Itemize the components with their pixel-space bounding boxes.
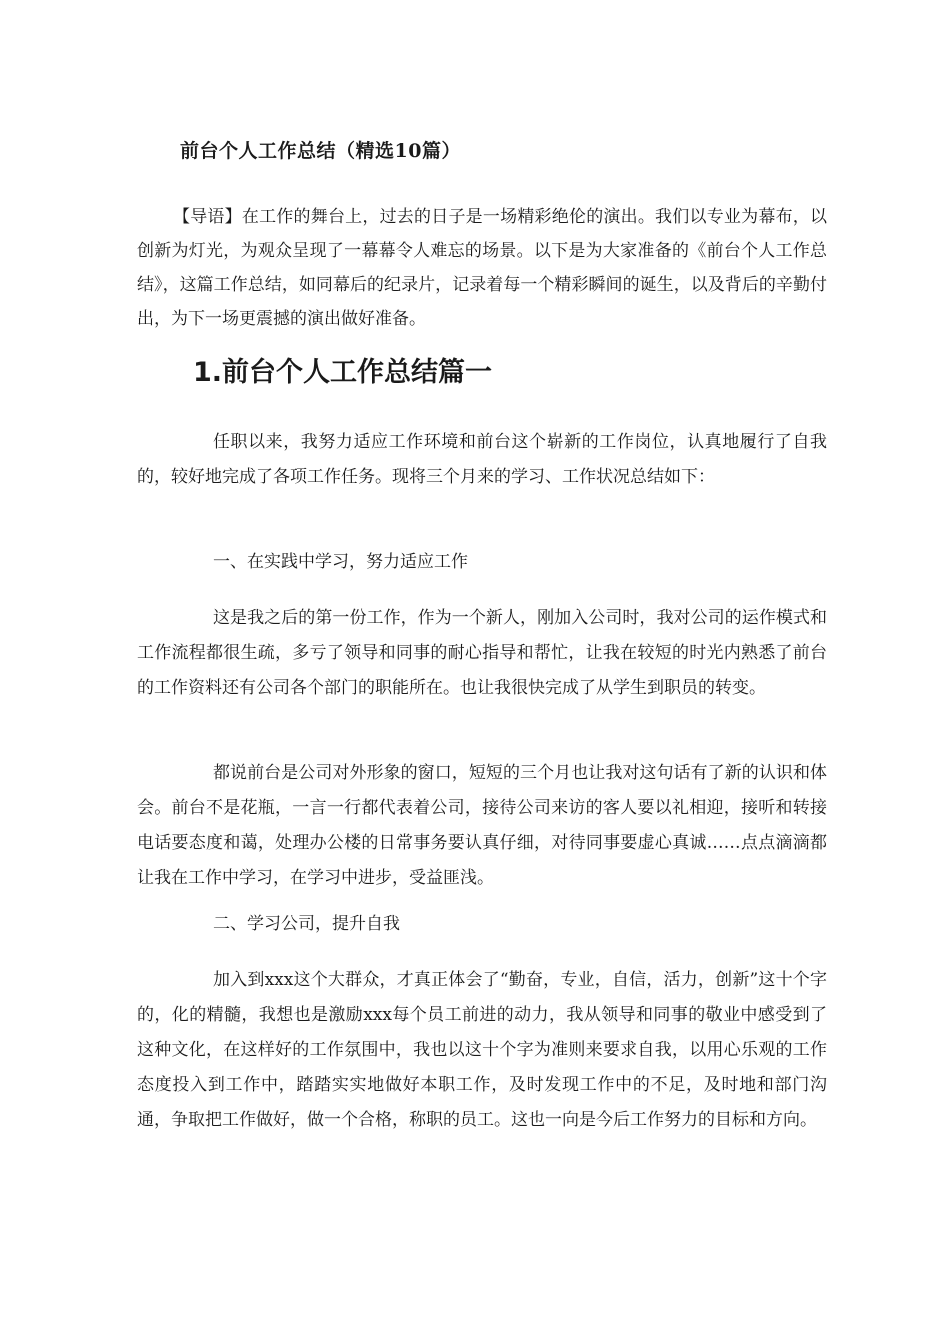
body-paragraph-1: 任职以来，我努力适应工作环境和前台这个崭新的工作岗位，认真地履行了自我的，较好地完成了各项工作任务。现将三个月来的学习、工作状况总结如下：: [137, 432, 827, 487]
document-title: 前台个人工作总结（精选10篇）: [180, 140, 461, 162]
body-paragraph-2: 这是我之后的第一份工作，作为一个新人，刚加入公司时，我对公司的运作模式和工作流程都很生疏，多亏了领导和同事的耐心指导和帮忙，让我在较短的时光内熟悉了前台的工作资料还有公司各个部门的职能所在。也让我很快完成了从学生到职员的转变。: [137, 608, 827, 698]
body-paragraph-4: 加入到xxx这个大群众，才真正体会了“勤奋，专业，自信，活力，创新”这十个字的，化的精髓，我想也是激励xxx每个员工前进的动力，我从领导和同事的敬业中感受到了这种文化，在这样好的工作氛围中，我也以这十个字为准则来要求自我，以用心乐观的工作态度投入到工作中，踏踏实实地做好本职工作，及时发现工作中的不足，及时地和部门沟通，争取把工作做好，做一个合格，称职的员工。这也一向是今后工作努力的目标和方向。: [137, 970, 827, 1130]
subheading-1: 一、在实践中学习，努力适应工作: [213, 552, 468, 572]
intro-paragraph: 【导语】在工作的舞台上，过去的日子是一场精彩绝伦的演出。我们以专业为幕布，以创新为灯光，为观众呈现了一幕幕令人难忘的场景。以下是为大家准备的《前台个人工作总结》，这篇工作总结，如同幕后的纪录片，记录着每一个精彩瞬间的诞生，以及背后的辛勤付出，为下一场更震撼的演出做好准备。: [137, 207, 827, 329]
subheading-2: 二、学习公司，提升自我: [213, 914, 400, 934]
section-heading: 1.前台个人工作总结篇一: [193, 357, 493, 388]
body-paragraph-3: 都说前台是公司对外形象的窗口，短短的三个月也让我对这句话有了新的认识和体会。前台不是花瓶，一言一行都代表着公司，接待公司来访的客人要以礼相迎，接听和转接电话要态度和蔼，处理办公楼的日常事务要认真仔细，对待同事要虚心真诚……点点滴滴都让我在工作中学习，在学习中进步，受益匪浅。: [137, 763, 827, 888]
